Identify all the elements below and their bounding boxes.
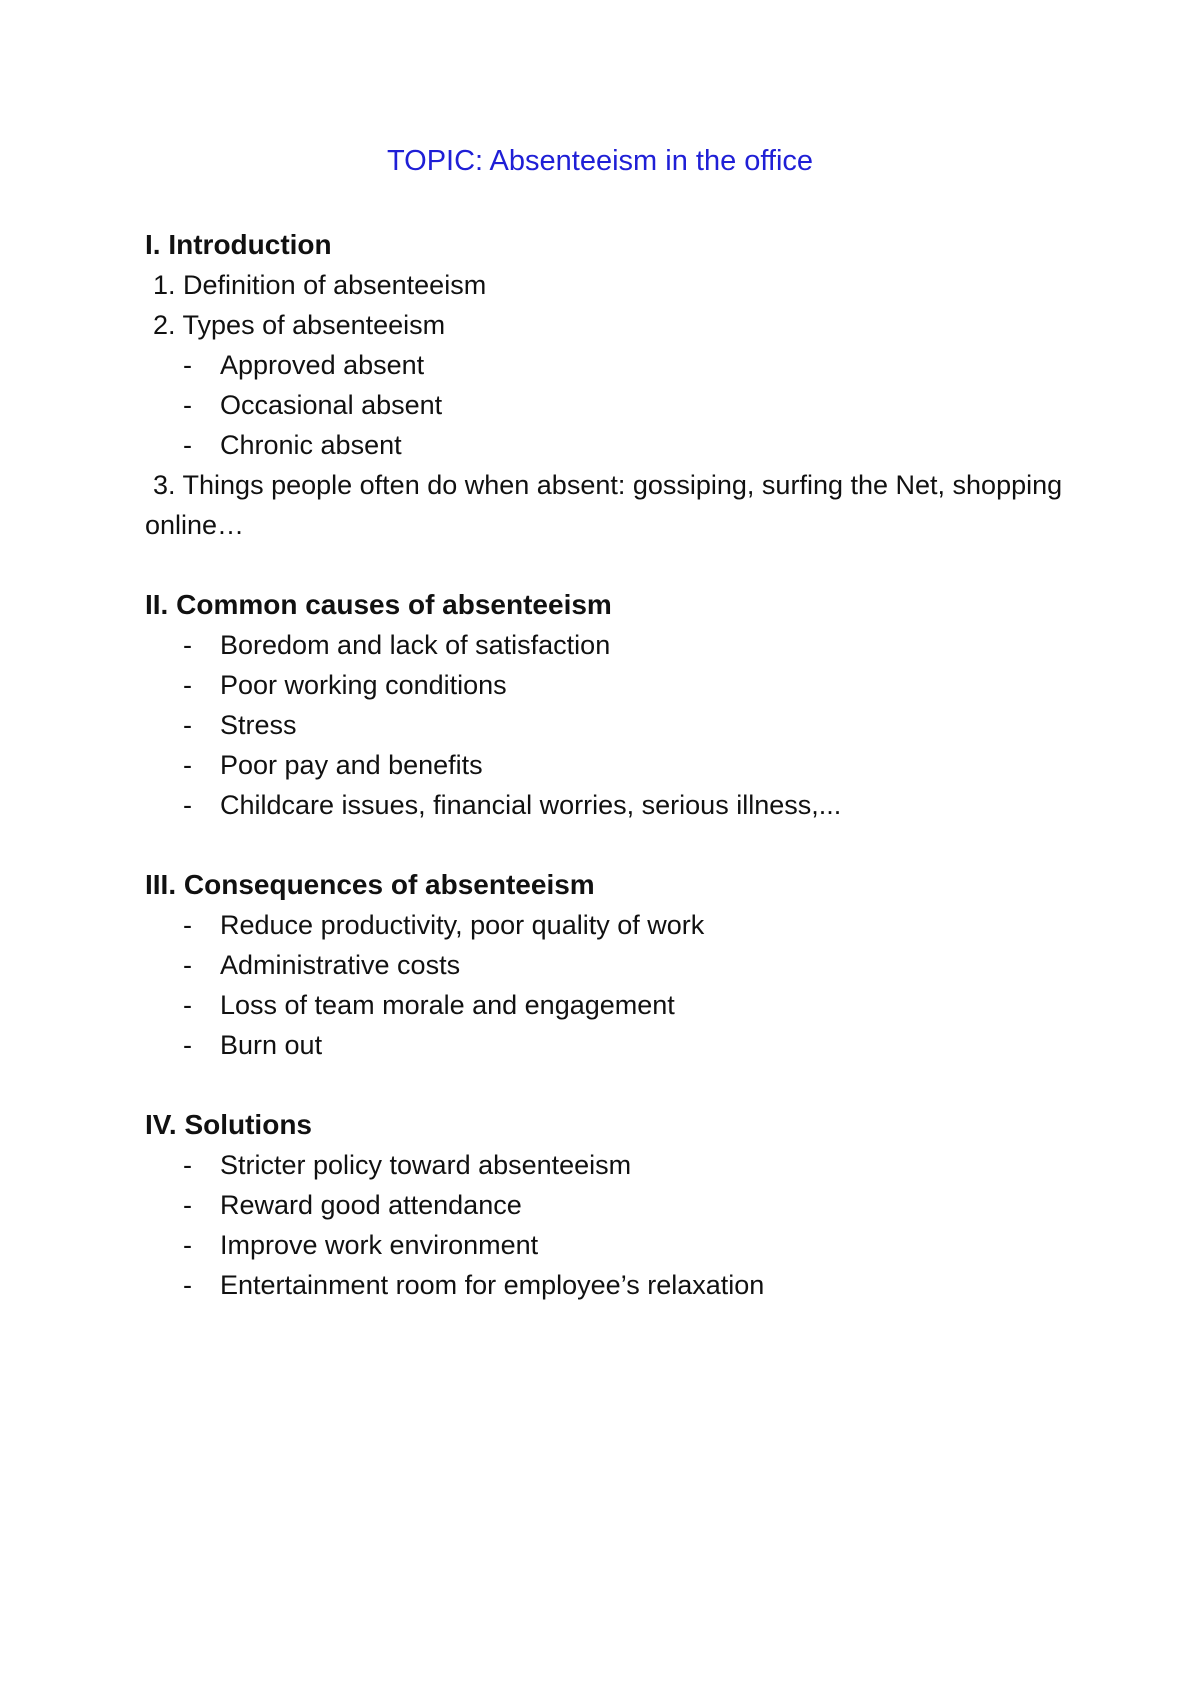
list-item [145,905,1075,945]
list-item-text: Entertainment room for employee’s relaxation [220,1270,765,1300]
section-solutions [145,1105,1075,1305]
bullet-dash: - [183,1270,192,1300]
list-item-text: Stress [220,710,297,740]
list-item-text: Poor working conditions [220,670,507,700]
list-item-text: Reward good attendance [220,1190,522,1220]
bullet-dash: - [183,1150,192,1180]
list-item [145,1225,1075,1265]
list-item-text: Improve work environment [220,1230,539,1260]
list-item-text: Poor pay and benefits [220,750,483,780]
bullet-dash: - [183,630,192,660]
section-spacer [145,545,1075,585]
bullet-dash: - [183,1230,192,1260]
list-item-text: Reduce productivity, poor quality of work [220,910,705,940]
section-heading: III. Consequences of absenteeism [145,869,595,900]
bullet-list [145,1145,1075,1305]
list-item-text: Burn out [220,1030,323,1060]
bullet-dash: - [183,670,192,700]
list-item [145,1265,1075,1305]
section-spacer [145,1065,1075,1105]
bullet-dash: - [183,790,192,820]
list-item [145,345,1075,385]
list-item-text: Boredom and lack of satisfaction [220,630,611,660]
numbered-item: 3. Things people often do when absent: gossiping, surfing the Net, shopping online… [145,470,1063,540]
list-item [145,985,1075,1025]
bullet-list [145,625,1075,825]
bullet-dash: - [183,1190,192,1220]
bullet-dash: - [183,950,192,980]
list-item [145,425,1075,465]
bullet-list [145,345,1075,465]
list-item [145,625,1075,665]
list-item [145,705,1075,745]
list-item [145,1025,1075,1065]
list-item [145,785,1075,825]
section-causes [145,585,1075,825]
bullet-dash: - [183,390,192,420]
numbered-item: 2. Types of absenteeism [153,310,446,340]
list-item [145,1185,1075,1225]
numbered-item: 1. Definition of absenteeism [153,270,487,300]
document-body [145,225,1075,1305]
list-item-text: Approved absent [220,350,425,380]
bullet-dash: - [183,910,192,940]
section-heading: IV. Solutions [145,1109,312,1140]
section-spacer [145,825,1075,865]
list-item-text: Loss of team morale and engagement [220,990,675,1020]
bullet-dash: - [183,1030,192,1060]
list-item [145,1145,1075,1185]
list-item-text: Stricter policy toward absenteeism [220,1150,632,1180]
list-item [145,665,1075,705]
section-heading: I. Introduction [145,229,332,260]
list-item-text: Administrative costs [220,950,461,980]
list-item [145,385,1075,425]
list-item [145,945,1075,985]
list-item-text: Childcare issues, financial worries, serious illness,... [220,790,842,820]
bullet-dash: - [183,710,192,740]
bullet-list [145,905,1075,1065]
bullet-dash: - [183,750,192,780]
document-title: TOPIC: Absenteeism in the office [386,145,814,177]
section-introduction [145,225,1075,545]
section-consequences [145,865,1075,1065]
list-item [145,745,1075,785]
section-heading: II. Common causes of absenteeism [145,589,612,620]
bullet-dash: - [183,990,192,1020]
list-item-text: Chronic absent [220,430,402,460]
bullet-dash: - [183,430,192,460]
list-item-text: Occasional absent [220,390,443,420]
bullet-dash: - [183,350,192,380]
